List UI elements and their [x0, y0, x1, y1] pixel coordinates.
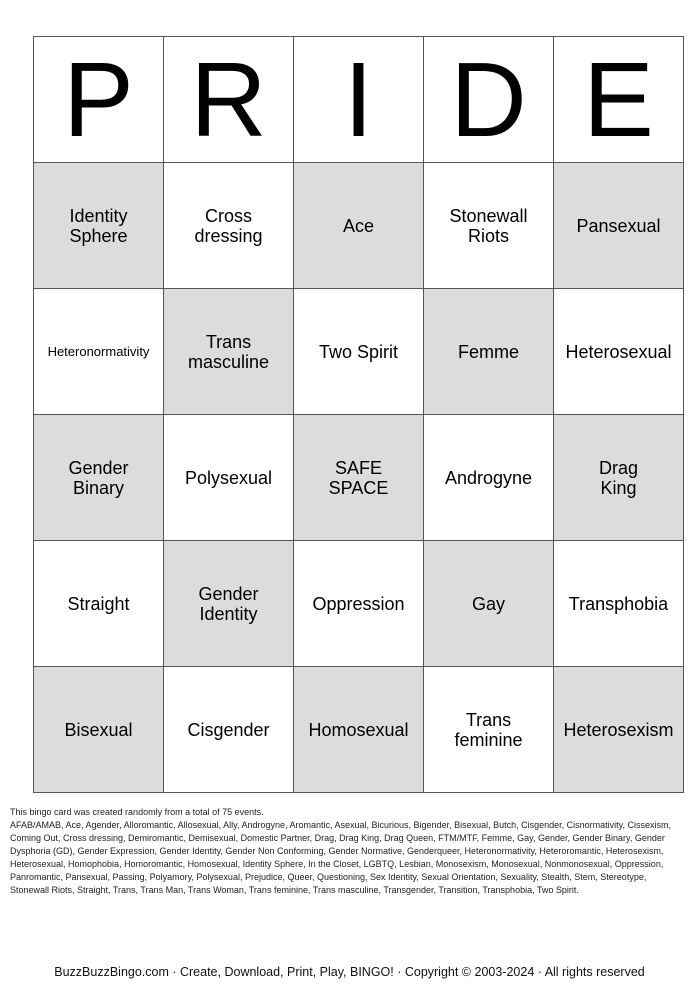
- bingo-card: [33, 36, 684, 793]
- bingo-cell: Gay: [424, 541, 554, 667]
- bingo-cell: Androgyne: [424, 415, 554, 541]
- bingo-cell: Gender Identity: [164, 541, 294, 667]
- header-letter-p: P: [34, 37, 164, 163]
- bingo-cell: Cisgender: [164, 667, 294, 793]
- header-letter-r: R: [164, 37, 294, 163]
- bingo-cell: Ace: [294, 163, 424, 289]
- bingo-cell-free-space: SAFE SPACE: [294, 415, 424, 541]
- header-letter-e: E: [554, 37, 684, 163]
- card-row-5: [34, 667, 684, 793]
- bingo-cell: Straight: [34, 541, 164, 667]
- bingo-cell: Gender Binary: [34, 415, 164, 541]
- page-footer: BuzzBuzzBingo.com · Create, Download, Print, Play, BINGO! · Copyright © 2003-2024 · All rights reserved: [54, 965, 645, 979]
- header-letter-d: D: [424, 37, 554, 163]
- bingo-cell: Pansexual: [554, 163, 684, 289]
- bingo-cell: Identity Sphere: [34, 163, 164, 289]
- card-info: [10, 806, 682, 897]
- bingo-cell: Bisexual: [34, 667, 164, 793]
- card-row-4: [34, 541, 684, 667]
- bingo-cell: Transphobia: [554, 541, 684, 667]
- bingo-cell: Heterosexism: [554, 667, 684, 793]
- bingo-cell: Femme: [424, 289, 554, 415]
- card-row-1: [34, 163, 684, 289]
- bingo-cell: Trans feminine: [424, 667, 554, 793]
- bingo-cell: Polysexual: [164, 415, 294, 541]
- card-row-2: [34, 289, 684, 415]
- card-row-3: [34, 415, 684, 541]
- bingo-cell: Oppression: [294, 541, 424, 667]
- event-list: AFAB/AMAB, Ace, Agender, Alloromantic, Allosexual, Ally, Androgyne, Aromantic, Asexual, Bicurious, Bigender, Bisexual, Butch, Cisgender, Cisnormativity, Cissexism, Coming Out, Cross dressing, Demiromantic, Demisexual, Domestic Partner, Drag, Drag King, Drag Queen, FTM/MTF, Femme, Gay, Gender, Gender Binary, Gender Dysphoria (GD), Gender Expression, Gender Identity, Gender Non Conforming, Gender Normative, Genderqueer, Heteronormativity, Heteroromantic, Heterosexism, Heterosexual, Homophobia, Homoromantic, Homosexual, Identity Sphere, In the Closet, LGBTQ, Lesbian, Monosexism, Monosexual, Nonmonosexual, Oppression, Panromantic, Pansexual, Passing, Polyamory, Polysexual, Prejudice, Queer, Questioning, Sex Identity, Sexual Orientation, Sexuality, Stealth, Stem, Stereotype, Stonewall Riots, Straight, Trans, Trans Man, Trans Woman, Trans feminine, Trans masculine, Transgender, Transition, Transphobia, Two Spirit.: [10, 820, 671, 895]
- header-row: [34, 37, 684, 163]
- bingo-cell: Heteronormativity: [34, 289, 164, 415]
- bingo-cell: Stonewall Riots: [424, 163, 554, 289]
- bingo-cell: Drag King: [554, 415, 684, 541]
- bingo-cell: Trans masculine: [164, 289, 294, 415]
- bingo-cell: Homosexual: [294, 667, 424, 793]
- header-letter-i: I: [294, 37, 424, 163]
- bingo-cell: Heterosexual: [554, 289, 684, 415]
- card-summary: This bingo card was created randomly from a total of 75 events.: [10, 807, 264, 817]
- bingo-cell: Two Spirit: [294, 289, 424, 415]
- bingo-cell: Cross dressing: [164, 163, 294, 289]
